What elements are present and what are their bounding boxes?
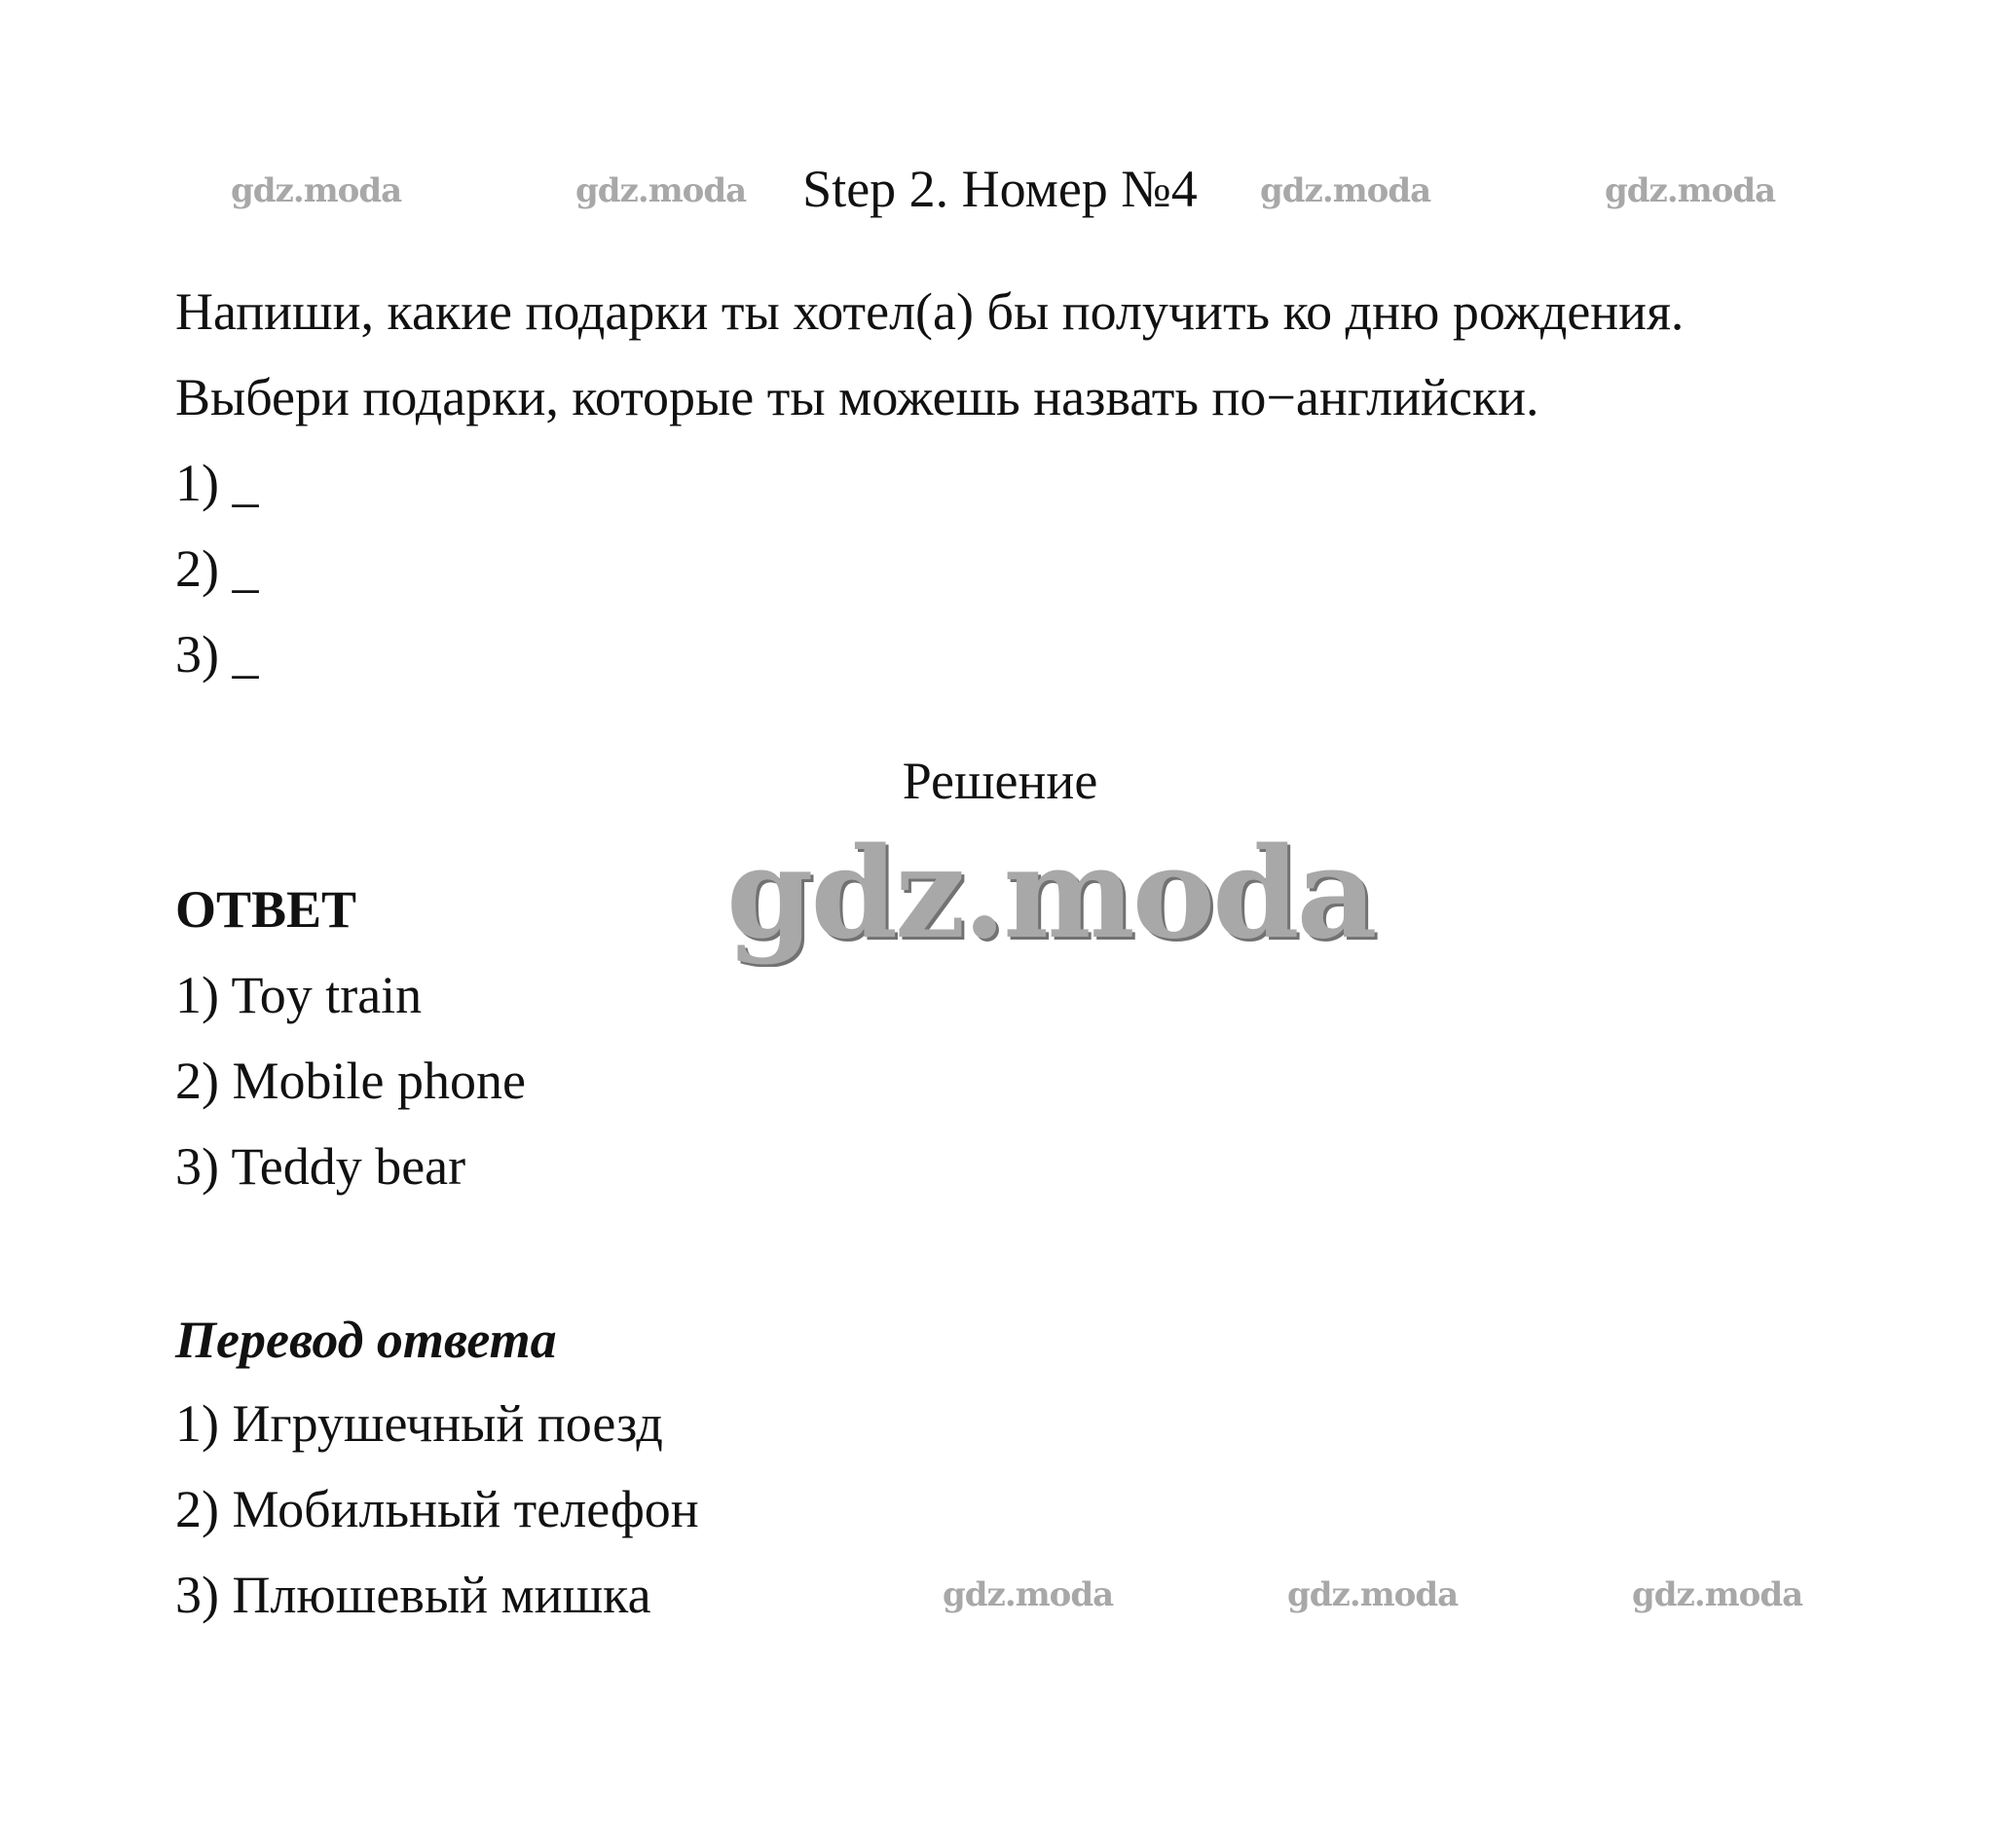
task-blank-1: 1) _	[175, 454, 259, 512]
task-line-2: Выбери подарки, которые ты можешь назвать по−английски.	[175, 368, 1539, 426]
page-title: Step 2. Номер №4	[802, 160, 1198, 218]
watermark-top-2: gdz.moda	[575, 171, 747, 210]
watermark-bottom-1: gdz.moda	[943, 1575, 1114, 1614]
task-blank-3: 3) _	[175, 625, 259, 684]
answer-item-2: 2) Mobile phone	[175, 1052, 526, 1110]
watermark-top-4: gdz.moda	[1605, 171, 1776, 210]
watermark-bottom-3: gdz.moda	[1632, 1575, 1803, 1614]
answer-heading: ОТВЕТ	[175, 880, 357, 939]
watermark-large: gdz.moda	[726, 821, 1375, 967]
answer-item-1: 1) Toy train	[175, 966, 423, 1024]
translation-item-3: 3) Плюшевый мишка	[175, 1566, 651, 1624]
watermark-bottom-2: gdz.moda	[1287, 1575, 1459, 1614]
translation-item-2: 2) Мобильный телефон	[175, 1480, 699, 1538]
answer-item-3: 3) Teddy bear	[175, 1137, 466, 1196]
watermark-top-3: gdz.moda	[1260, 171, 1431, 210]
solution-heading: Решение	[902, 752, 1098, 810]
translation-item-1: 1) Игрушечный поезд	[175, 1394, 663, 1453]
task-line-1: Напиши, какие подарки ты хотел(а) бы получить ко дню рождения.	[175, 282, 1685, 341]
task-blank-2: 2) _	[175, 539, 259, 598]
translation-heading: Перевод ответа	[175, 1311, 557, 1369]
watermark-top-1: gdz.moda	[231, 171, 402, 210]
